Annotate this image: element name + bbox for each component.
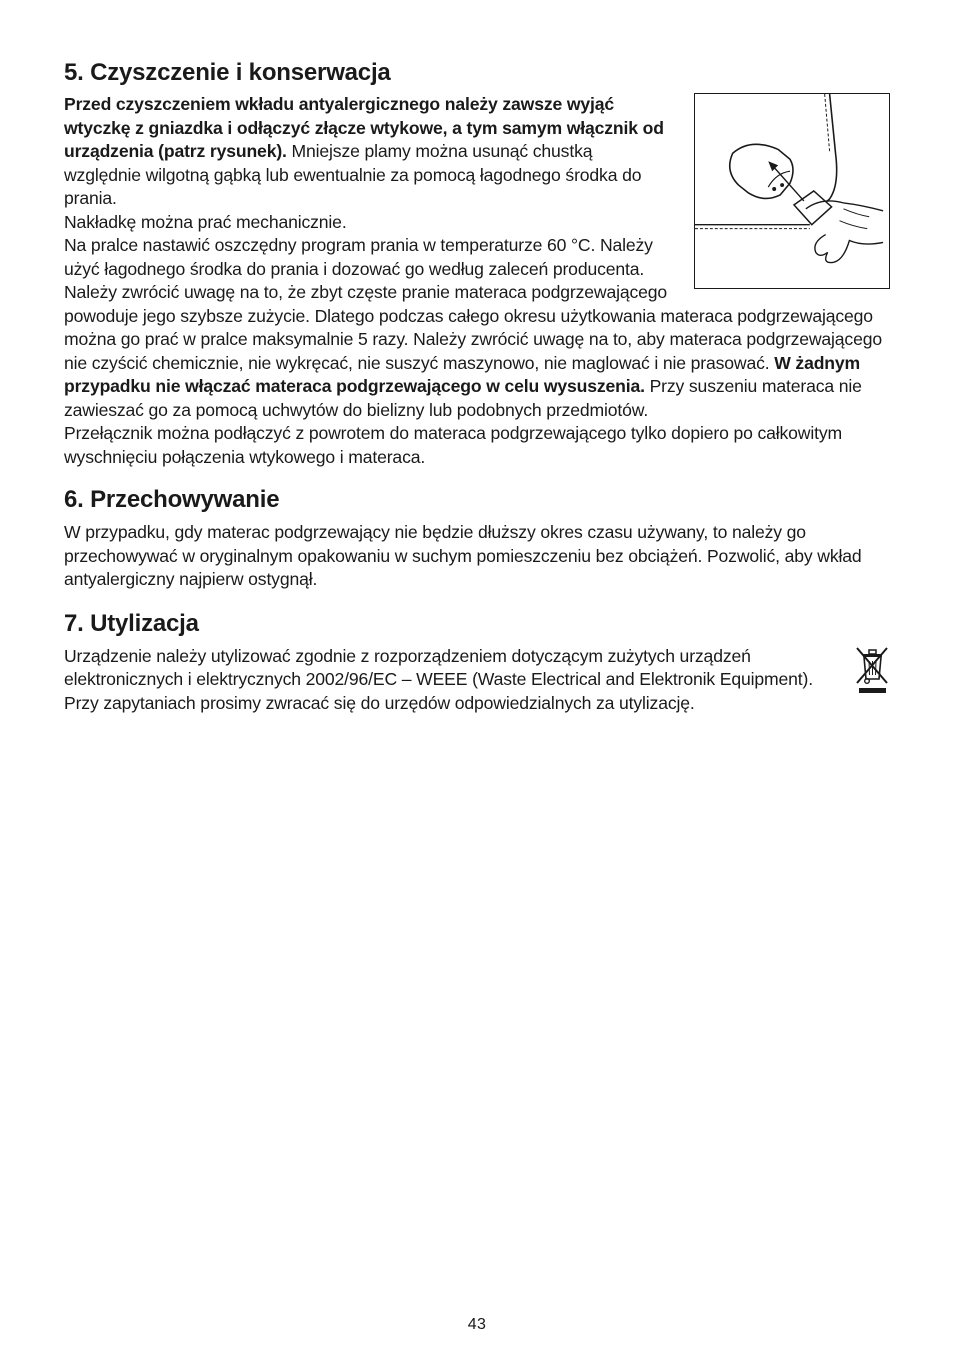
reconnect-paragraph: Przełącznik można podłączyć z powrotem do materaca podgrzewającego tylko dopiero po całkowitym wyschnięciu połączenia wtykowego i materaca. <box>64 423 842 467</box>
disposal-body <box>64 645 890 716</box>
plug-disconnect-illustration <box>694 93 890 289</box>
page-number: 43 <box>467 1316 487 1333</box>
cleaning-intro-bold: Przed czyszczeniem wkładu antyalergicznego należy zawsze wyjąć wtyczkę z gniazdka i odłączyć złącze wtykowe, a tym samym włącznik od urządzenia (patrz rysunek). <box>64 94 664 161</box>
wash-program-text: Na pralce nastawić oszczędny program prania w temperaturze 60 °C. Należy użyć łagodnego środka do prania i dozować go według zaleceń producenta. Należy zwrócić uwagę na to, że zbyt częste pranie materaca podgrzewającego powoduje jego szybsze zużycie. Dlatego podczas całego okresu użytkowania materaca podgrzewającego można go prać w pralce maksymalnie 5 razy. Należy zwrócić uwagę na to, aby materaca podgrzewającego nie czyścić chemicznie, nie wykręcać, nie suszyć maszynowo, nie maglować i nie prasować. <box>64 235 882 373</box>
page-content <box>64 58 890 715</box>
section-disposal <box>64 609 890 716</box>
section-cleaning <box>64 58 890 469</box>
cleaning-intro-text: Mniejsze plamy można usunąć chustką względnie wilgotną gąbką lub ewentualnie za pomocą łagodnego środka do prania. <box>64 141 642 208</box>
heading-cleaning: 5. Czyszczenie i konserwacja <box>64 59 391 86</box>
section-storage <box>64 485 890 592</box>
heading-storage: 6. Przechowywanie <box>64 486 280 513</box>
drying-text: Przy suszeniu materaca nie zawieszać go za pomocą uchwytów do bielizny lub podobnych przedmiotów. <box>64 376 862 420</box>
crossed-out-wheelie-bin-icon <box>854 645 890 695</box>
machine-wash-line: Nakładkę można prać mechanicznie. <box>64 211 347 232</box>
storage-paragraph: W przypadku, gdy materac podgrzewający nie będzie dłuższy okres czasu używany, to należy go przechowywać w oryginalnym opakowaniu w suchym pomieszczeniu bez obciążeń. Pozwolić, aby wkład antyalergiczny najpierw ostygnął. <box>64 522 862 589</box>
drying-warning-bold: W żadnym przypadku nie włączać materaca podgrzewającego w celu wysuszenia. <box>64 352 861 396</box>
heading-disposal: 7. Utylizacja <box>64 609 199 637</box>
disposal-paragraph: Urządzenie należy utylizować zgodnie z rozporządzeniem dotyczącym zużytych urządzeń elektronicznych i elektrycznych 2002/96/EC – WEEE (Waste Electrical and Elektronik Equipment). Przy zapytaniach prosimy zwracać się do urzędów odpowiedzialnych za utylizację. <box>64 645 813 713</box>
